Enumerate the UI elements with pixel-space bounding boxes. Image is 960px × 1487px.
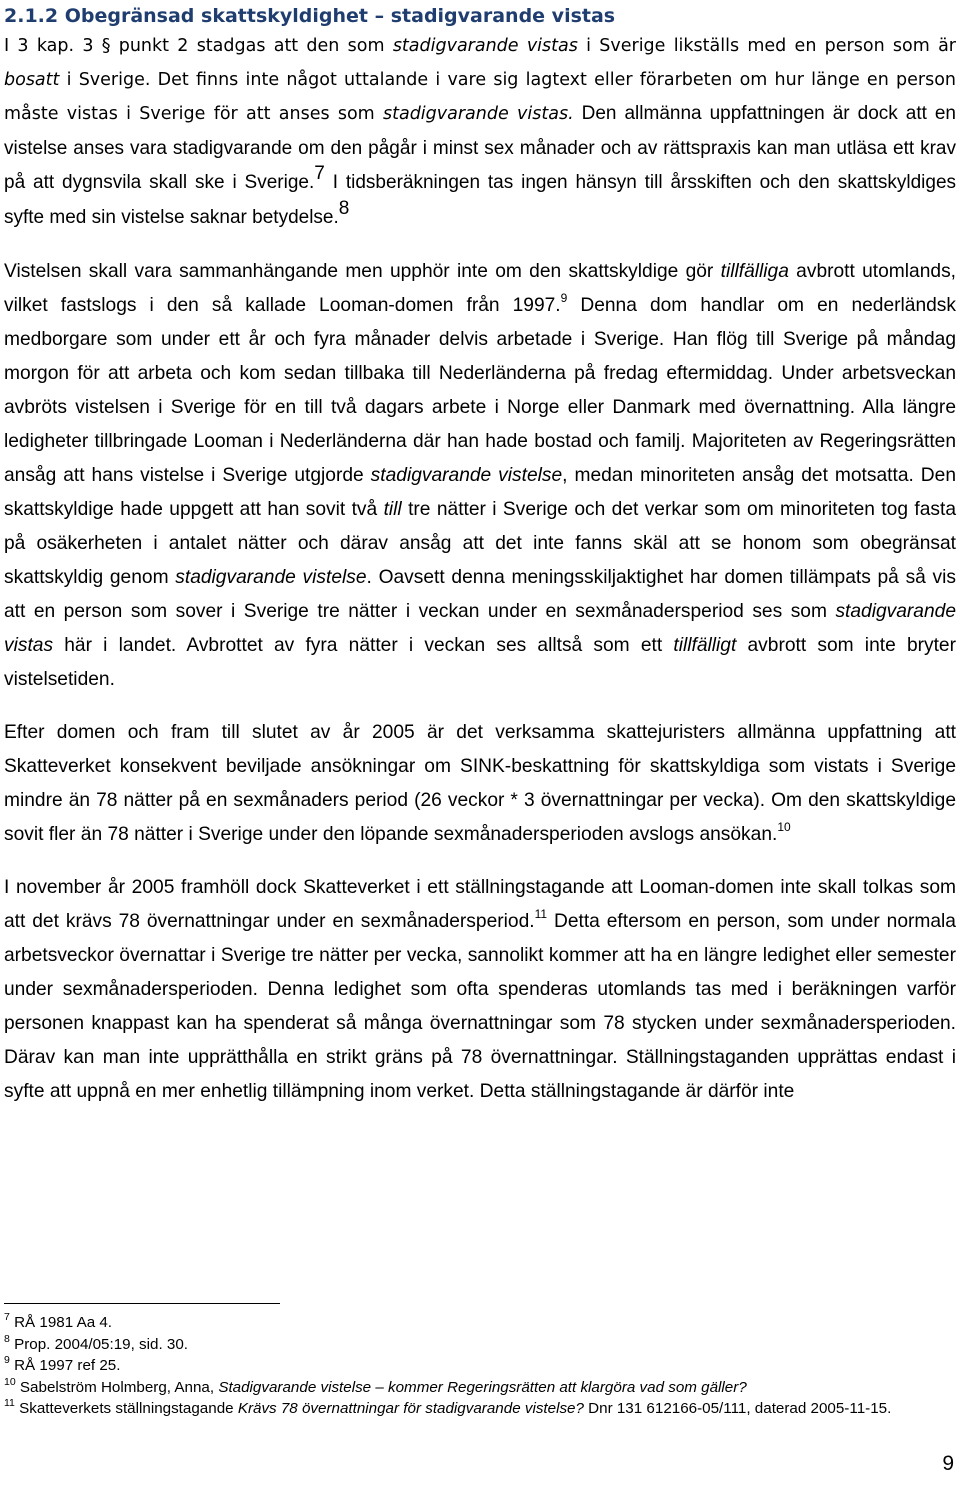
- paragraph-sink-beskattning: [4, 716, 956, 852]
- text-run: Vistelsen skall vara sammanhängande men upphör inte om den skattskyldige gör: [4, 260, 721, 282]
- text-run: Efter domen och fram till slutet av år 2005 är det verksamma skattejuristers allmänna uppfattning att Skatteverket konsekvent beviljade ansökningar om SINK-beskattning för skattskyldiga som vistats i Sverige mindre än 78 nätter på en sexmånaders period (26 veckor * 3 övernattningar per vecka). Om den skattskyldige sovit fler än 78 nätter i Sverige under den löpande sexmånadersperioden avslogs ansökan.: [4, 721, 956, 845]
- footnotes: [4, 1312, 954, 1420]
- emphasis-text: stadigvarande vistas: [4, 600, 956, 656]
- footnote-text: Skatteverkets ställningstagande: [19, 1400, 238, 1418]
- text-run: tre nätter i Sverige och det verkar som om minoriteten tog fasta på osäkerheten i antalet nätter och därav ansåg att det inte fanns skäl att se honom som obegränsat skattskyldig genom: [4, 498, 956, 588]
- footnote-ref-7[interactable]: 7: [314, 163, 325, 185]
- footnote-ref-10[interactable]: 10: [777, 819, 791, 834]
- text-run: Denna dom handlar om en nederländsk medborgare som under ett år och fyra månader delvis arbetade i Sverige. Han flög till Sverige på måndag morgon för att arbeta och kom sedan tillbaka till Nederländerna på fredag eftermiddag. Under arbetsveckan avbröts vistelsen i Sverige för en till två dagars arbete i Norge eller Danmark med övernattning. Alla längre ledigheter tillbringade Looman i Nederländerna där han hade bostad och familj. Majoriteten av Regeringsrätten ansåg att hans vistelse i Sverige utgjorde: [4, 294, 956, 486]
- footnote-text: RÅ 1981 Aa 4.: [14, 1314, 113, 1331]
- text-run: Den allmänna uppfattningen är dock att en vistelse anses vara stadigvarande om den pågår i minst sex månader och av rättspraxis kan man utläsa ett krav på att dygnsvila skall ske i Sverige.: [4, 103, 957, 194]
- text-run: i Sverige likställs med en person som är: [577, 36, 956, 56]
- footnote-text: RÅ 1997 ref 25.: [14, 1357, 121, 1375]
- emphasis-text: till: [383, 498, 402, 520]
- emphasis-text: tillfälliga: [720, 260, 789, 282]
- footnote-number: 8: [4, 1332, 10, 1345]
- text-run: här i landet. Avbrottet av fyra nätter i veckan ses alltså som ett: [53, 634, 674, 656]
- footnote-ref-8[interactable]: 8: [338, 197, 350, 219]
- footnote-item: [4, 1377, 954, 1399]
- text-run: I november år 2005 framhöll dock Skatteverket i ett ställningstagande att Looman-domen inte skall tolkas som att det krävs 78 övernattningar under en sexmånadersperiod.: [4, 876, 956, 932]
- footnote-number: 7: [4, 1311, 10, 1323]
- paragraph-looman-domen: [4, 255, 956, 697]
- text-run: I tidsberäkningen tas ingen hänsyn till årsskiften och den skattskyldiges syfte med sin vistelse saknar betydelse.: [4, 172, 957, 228]
- emphasis-text: stadigvarande vistelse: [175, 566, 367, 588]
- emphasis-text: stadigvarande vistas: [392, 36, 578, 56]
- footnote-number: 9: [4, 1354, 10, 1367]
- text-run: Detta eftersom en person, som under normala arbetsveckor övernattar i Sverige tre nätter per vecka, sannolikt kommer att ha en längre ledighet eller semester under sexmånadersperioden. Denna ledighet som ofta spenderas utomlands tas med i beräkningen varför personen knappast kan ha spenderat så många övernattningar som 78 stycken under sexmånadersperioden. Därav kan man inte upprätthålla en strikt gräns på 78 övernattningar. Ställningstaganden upprättas endast i syfte att uppnå en mer enhetlig tillämpning inom verket. Detta ställningstagande är därför inte: [4, 910, 956, 1102]
- section-heading: 2.1.2 Obegränsad skattskyldighet – stadigvarande vistas: [4, 5, 616, 27]
- footnote-text: Sabelström Holmberg, Anna,: [19, 1378, 219, 1396]
- text-run: I 3 kap. 3 § punkt 2 stadgas att den som: [4, 36, 393, 56]
- footnote-text: Dnr 131 612166-05/111, daterad 2005-11-15.: [583, 1400, 892, 1418]
- text-run: avbrott som inte bryter vistelsetiden.: [4, 634, 956, 690]
- emphasis-text: bosatt: [4, 69, 60, 90]
- emphasis-text: tillfälligt: [673, 634, 737, 656]
- emphasis-text: stadigvarande vistelse: [370, 464, 563, 486]
- footnote-number: 11: [4, 1397, 15, 1410]
- footnote-item: [4, 1355, 954, 1377]
- footnote-title: Krävs 78 övernattningar för stadigvarande vistelse?: [237, 1400, 584, 1418]
- footnote-item: [4, 1398, 954, 1420]
- footnote-separator: [4, 1303, 280, 1304]
- footnote-item: [4, 1334, 954, 1356]
- text-run: avbrott utomlands, vilket fastslogs i den så kallade Looman-domen från 1997.: [4, 260, 956, 316]
- footnote-item: [4, 1312, 954, 1334]
- page-number: 9: [942, 1452, 954, 1475]
- text-run: , medan minoriteten ansåg det motsatta. Den skattskyldige hade uppgett att han sovit två: [4, 464, 956, 520]
- text-run: i Sverige. Det finns inte något uttalande i vare sig lagtext eller förarbeten om hur länge en person måste vistas i Sverige för att anses som: [4, 69, 956, 125]
- text-run: . Oavsett denna meningsskiljaktighet har domen tillämpats på så vis att en person som sover i Sverige tre nätter i veckan under en sexmånadersperiod ses som: [4, 566, 957, 622]
- footnote-text: Prop. 2004/05:19, sid. 30.: [14, 1335, 189, 1353]
- paragraph-stadigvarande-vistas: [4, 30, 956, 236]
- paragraph-stallningstagande: [4, 871, 956, 1109]
- footnote-ref-11[interactable]: 11: [534, 906, 548, 921]
- footnote-title: Stadigvarande vistelse – kommer Regeringsrätten att klargöra vad som gäller?: [218, 1378, 747, 1396]
- emphasis-text: stadigvarande vistas.: [383, 104, 574, 125]
- footnote-ref-9[interactable]: 9: [560, 290, 568, 305]
- footnote-number: 10: [4, 1375, 16, 1388]
